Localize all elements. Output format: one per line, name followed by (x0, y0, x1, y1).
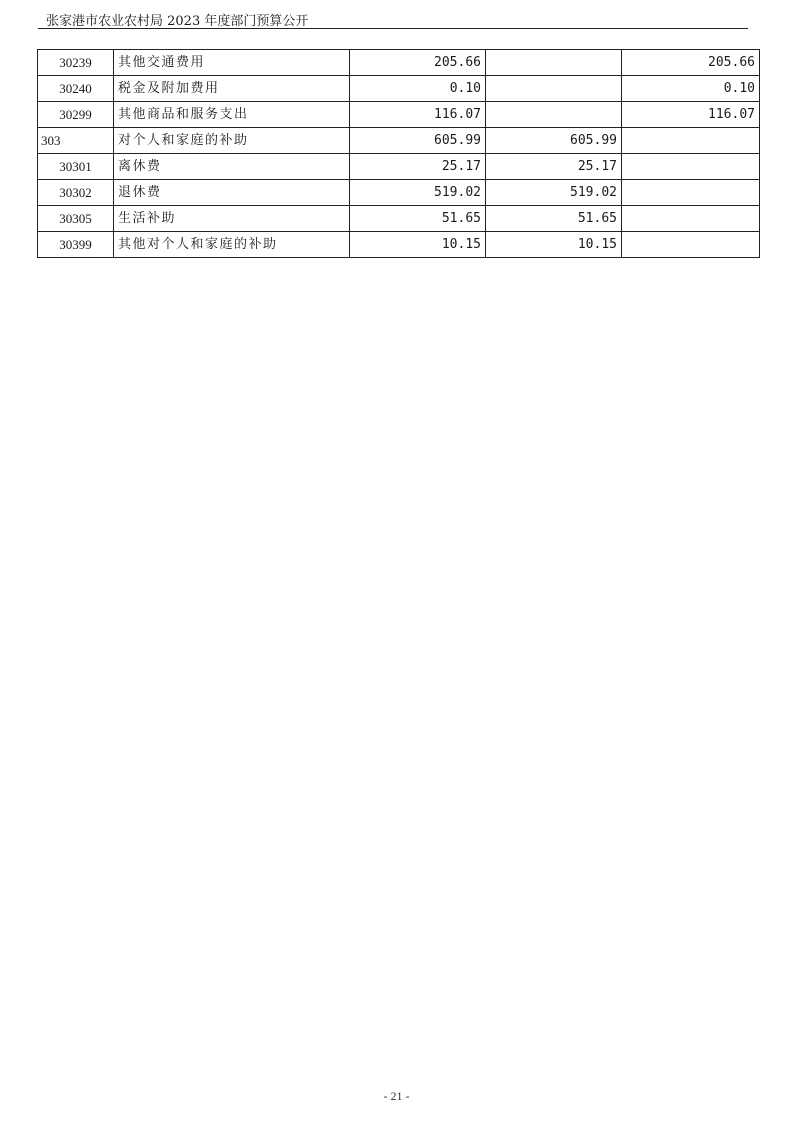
row-total: 10.15 (350, 232, 486, 258)
row-name: 生活补助 (114, 206, 350, 232)
table-row (38, 50, 760, 76)
row-total: 0.10 (350, 76, 486, 102)
row-name: 税金及附加费用 (114, 76, 350, 102)
budget-table (37, 49, 760, 258)
table-row (38, 232, 760, 258)
row-project: 0.10 (622, 76, 760, 102)
row-name: 其他商品和服务支出 (114, 102, 350, 128)
table-row (38, 206, 760, 232)
row-project (622, 232, 760, 258)
table-row (38, 154, 760, 180)
row-basic: 605.99 (486, 128, 622, 154)
row-total: 205.66 (350, 50, 486, 76)
row-total: 605.99 (350, 128, 486, 154)
row-basic (486, 50, 622, 76)
table-row (38, 180, 760, 206)
row-project (622, 128, 760, 154)
row-name: 对个人和家庭的补助 (114, 128, 350, 154)
row-code: 30239 (38, 50, 114, 76)
row-total: 25.17 (350, 154, 486, 180)
row-code: 30240 (38, 76, 114, 102)
row-name: 其他交通费用 (114, 50, 350, 76)
row-name: 退休费 (114, 180, 350, 206)
row-total: 51.65 (350, 206, 486, 232)
row-basic: 25.17 (486, 154, 622, 180)
row-project (622, 180, 760, 206)
table-row (38, 128, 760, 154)
row-code: 303 (38, 128, 114, 154)
row-basic: 10.15 (486, 232, 622, 258)
row-project: 205.66 (622, 50, 760, 76)
row-code: 30299 (38, 102, 114, 128)
row-project: 116.07 (622, 102, 760, 128)
row-code: 30399 (38, 232, 114, 258)
row-total: 519.02 (350, 180, 486, 206)
table-row (38, 76, 760, 102)
row-basic: 519.02 (486, 180, 622, 206)
header-divider (38, 28, 748, 29)
row-basic (486, 102, 622, 128)
row-code: 30305 (38, 206, 114, 232)
row-project (622, 206, 760, 232)
row-code: 30301 (38, 154, 114, 180)
row-basic (486, 76, 622, 102)
row-code: 30302 (38, 180, 114, 206)
row-name: 离休费 (114, 154, 350, 180)
table-row (38, 102, 760, 128)
row-basic: 51.65 (486, 206, 622, 232)
row-total: 116.07 (350, 102, 486, 128)
page-number: - 21 - (383, 1089, 410, 1103)
row-project (622, 154, 760, 180)
row-name: 其他对个人和家庭的补助 (114, 232, 350, 258)
page-header-title: 张家港市农业农村局 2023 年度部门预算公开 (46, 14, 309, 29)
